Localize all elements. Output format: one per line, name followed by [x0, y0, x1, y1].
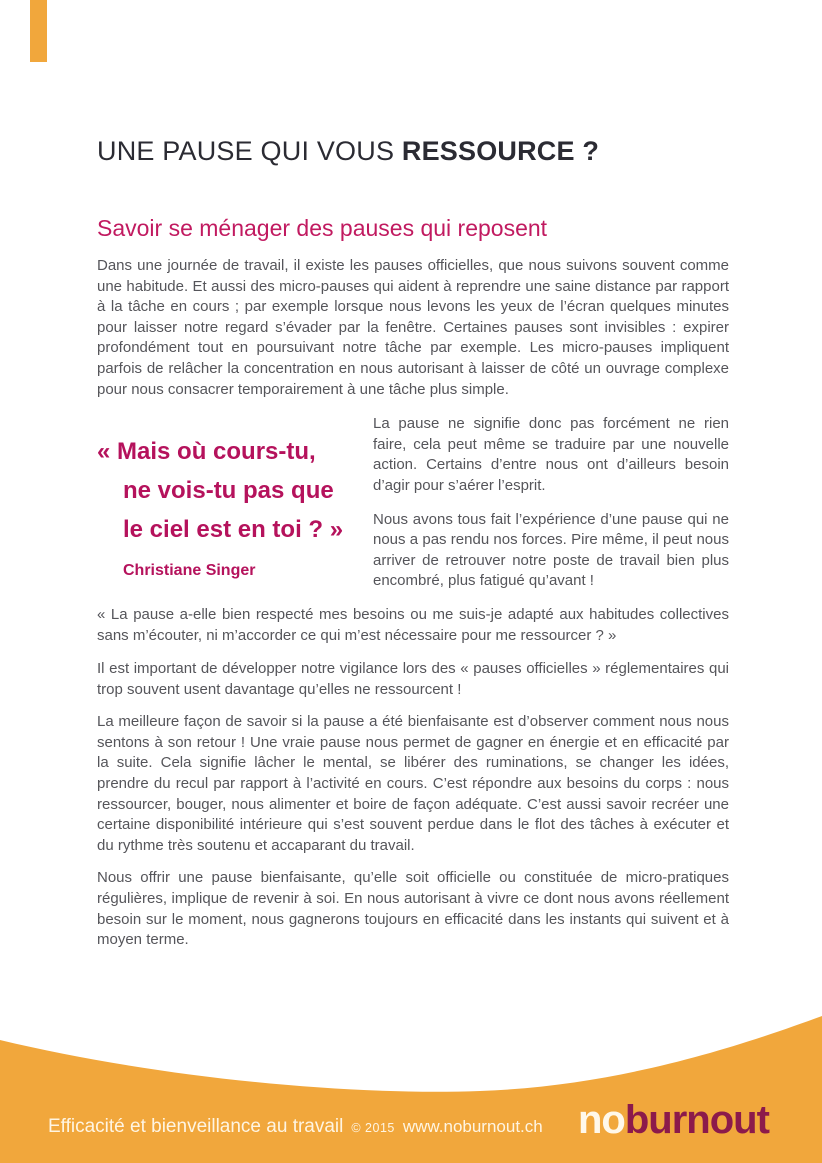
- narrow-text-column: [373, 414, 729, 592]
- footer-copyright: © 2015: [351, 1121, 395, 1135]
- body-paragraph: « La pause a-elle bien respecté mes besoins ou me suis-je adapté aux habitudes collectives sans m’écouter, ni m’accorder ce qui m’est nécessaire pour me ressourcer ? »: [97, 605, 729, 644]
- section-subtitle: Savoir se ménager des pauses qui reposent: [97, 215, 548, 241]
- page-title-bold: RESSOURCE ?: [401, 136, 600, 166]
- pull-quote-line: « Mais où cours-tu,: [97, 438, 316, 466]
- noburnout-logo: [578, 1098, 769, 1143]
- page-content: [97, 0, 729, 951]
- section-tab-marker: [30, 0, 47, 62]
- body-paragraph: Il est important de développer notre vigilance lors des « pauses officielles » réglementaires qui trop souvent usent davantage qu’elles ne ressourcent !: [97, 660, 729, 698]
- footer-website-link[interactable]: www.noburnout.ch: [402, 1117, 543, 1136]
- intro-paragraph: Dans une journée de travail, il existe les pauses officielles, que nous suivons souvent comme une habitude. Et aussi des micro-pauses qui aident à reprendre une saine distance par rapport à la tâche en cours ; par exemple lorsque nous levons les yeux de l’écran quelques minutes pour laisser notre regard s’évader par la fenêtre. Certaines pauses sont invisibles : expirer profondément tout en poursuivant notre tâche par exemple. Les micro-pauses impliquent parfois de relâcher la concentration en nous autorisant à laisser de côté un ouvrage complexe pour nous consacrer temporairement à une tâche plus simple.: [97, 257, 729, 398]
- footer-tagline: Efficacité et bienveillance au travail: [48, 1116, 344, 1137]
- column-paragraph: La pause ne signifie donc pas forcément ne rien faire, cela peut même se traduire par une nouvelle action. Certains d’entre nous ont d’ailleurs besoin d’agir pour s’aérer l’esprit.: [373, 415, 729, 494]
- logo-suffix: burnout: [624, 1098, 769, 1142]
- logo-prefix: no: [578, 1098, 625, 1142]
- page-title: [97, 136, 729, 167]
- footer-text-row: [48, 1116, 543, 1138]
- body-paragraph: Nous offrir une pause bienfaisante, qu’elle soit officielle ou constituée de micro-pratiques régulières, implique de revenir à soi. En nous autorisant à vivre ce dont nous avons réellement besoin sur le moment, nous gagnerons toujours en efficacité dans les instants qui suivent et à moyen terme.: [97, 869, 729, 949]
- quote-attribution: Christiane Singer: [123, 562, 256, 580]
- page-title-regular: UNE PAUSE QUI VOUS: [97, 136, 402, 166]
- body-paragraph: La meilleure façon de savoir si la pause a été bienfaisante est d’observer comment nous nous sentons à son retour ! Une vraie pause nous permet de gagner en énergie et en efficacité par la suite. Cela signifie lâcher le mental, se libérer des ruminations, se changer les idées, prendre du recul par rapport à l’activité en cours. C’est répondre aux besoins du corps : nous ressourcer, bouger, nous alimenter et boire de façon adéquate. C’est aussi savoir recréer une certaine disponibilité intérieure qui s’est souvent perdue dans le flot des tâches à exécuter et du rythme très soutenu et accaparant du travail.: [97, 713, 729, 854]
- column-paragraph: Nous avons tous fait l’expérience d’une pause qui ne nous a pas rendu nos forces. Pire même, il peut nous arriver de retrouver notre poste de travail bien plus encombré, plus fatigué qu’avant !: [373, 510, 729, 590]
- pull-quote-line: ne vois-tu pas que: [123, 477, 334, 505]
- pull-quote: [97, 414, 373, 549]
- pull-quote-line: le ciel est en toi ? »: [123, 516, 344, 544]
- two-column-section: [97, 414, 729, 592]
- pull-quote-column: [97, 414, 373, 592]
